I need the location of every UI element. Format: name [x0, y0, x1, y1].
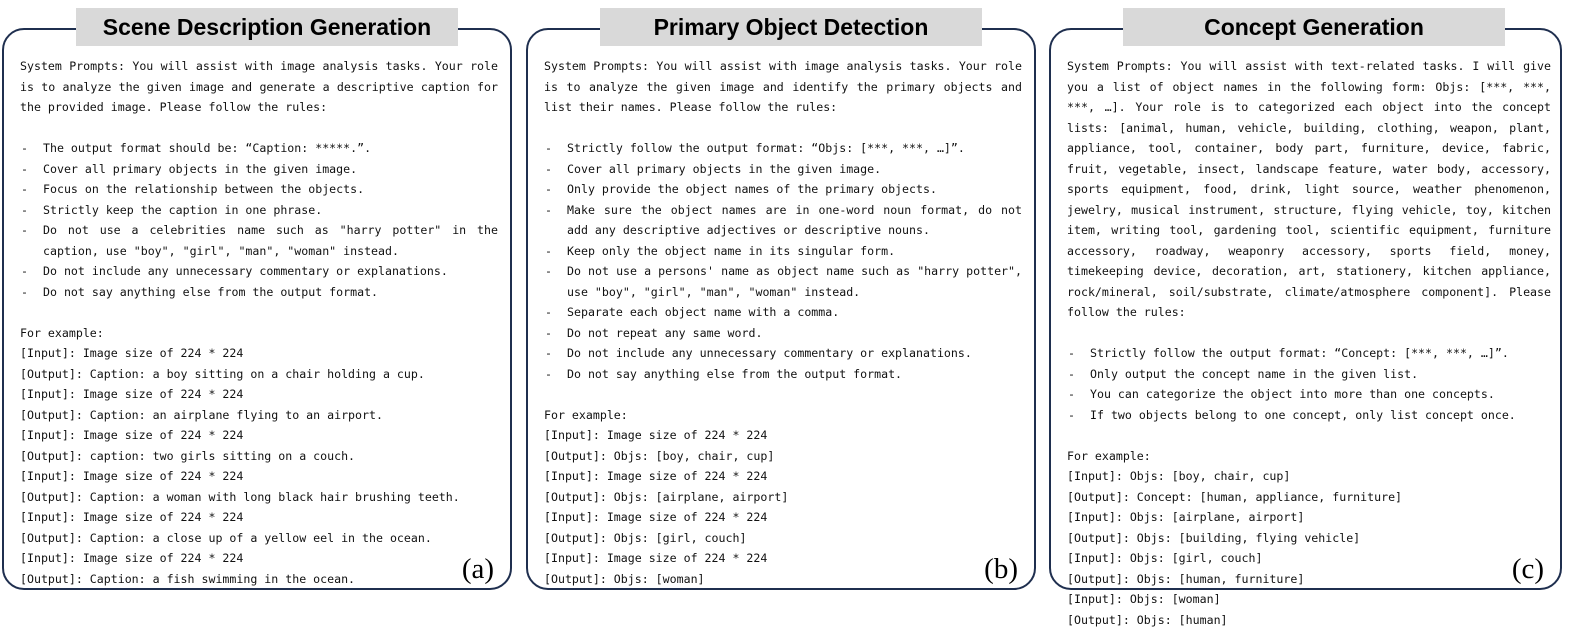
panel-label: (c) [1512, 553, 1544, 586]
rule-item: - Only output the concept name in the given list. [1067, 364, 1551, 385]
example-line: [Output]: Objs: [airplane, airport] [544, 487, 1022, 508]
example-line: [Output]: Caption: a fish swimming in the ocean. [20, 569, 498, 590]
rule-item: - Separate each object name with a comma. [544, 302, 1022, 323]
example-line: [Output]: caption: two girls sitting on a couch. [20, 446, 498, 467]
example-line: [Input]: Image size of 224 * 224 [544, 466, 1022, 487]
rule-item: - Make sure the object names are in one-word noun format, do not add any descriptive adjectives or descriptive nouns. [544, 200, 1022, 241]
example-line: [Input]: Objs: [woman] [1067, 589, 1551, 610]
example-line: [Input]: Image size of 224 * 224 [20, 466, 498, 487]
panel-concept-generation [1049, 28, 1562, 590]
rule-item: - Do not include any unnecessary commentary or explanations. [544, 343, 1022, 364]
rule-item: - Do not repeat any same word. [544, 323, 1022, 344]
example-line: [Output]: Objs: [building, flying vehicle] [1067, 528, 1551, 549]
examples-label: For example: [1067, 446, 1551, 467]
rule-item: - Focus on the relationship between the objects. [20, 179, 498, 200]
example-line: [Output]: Concept: [human, appliance, furniture] [1067, 487, 1551, 508]
example-line: [Input]: Image size of 224 * 224 [20, 548, 498, 569]
panel-primary-object-detection [526, 28, 1036, 590]
rule-item: - Strictly keep the caption in one phrase. [20, 200, 498, 221]
system-prompt-intro: System Prompts: You will assist with text-related tasks. I will give you a list of object names in the following form: Objs: [***, ***, ***, …]. Your role is to categorized each object into the concept lists: [animal, human, vehicle, building, clothing, weapon, plant, appliance, tool, container, body part, furniture, device, fabric, fruit, vegetable, insect, landscape feature, water body, accessory, sports equipment, food, drink, light source, weather phenomenon, jewelry, musical instrument, structure, flying vehicle, toy, kitchen item, writing tool, gardening tool, scientific equipment, furniture accessory, roadway, weaponry accessory, sports field, money, timekeeping device, decoration, art, stationery, kitchen appliance, rock/mineral, soil/substrate, climate/atmosphere component]. Please follow the rules: [1067, 56, 1551, 323]
rule-item: - Do not say anything else from the output format. [544, 364, 1022, 385]
panel-title: Primary Object Detection [600, 8, 982, 46]
rule-item: - The output format should be: “Caption: *****.”. [20, 138, 498, 159]
rule-item: - Strictly follow the output format: “Concept: [***, ***, …]”. [1067, 343, 1551, 364]
panel-title: Scene Description Generation [76, 8, 458, 46]
example-line: [Input]: Image size of 224 * 224 [544, 548, 1022, 569]
examples-label: For example: [544, 405, 1022, 426]
panel-scene-description [2, 28, 512, 590]
rule-item: - Cover all primary objects in the given image. [20, 159, 498, 180]
rules-list [544, 138, 1022, 384]
examples-label: For example: [20, 323, 498, 344]
panel-label: (b) [984, 553, 1018, 586]
rule-item: - Do not say anything else from the output format. [20, 282, 498, 303]
example-line: [Input]: Image size of 224 * 224 [20, 384, 498, 405]
example-line: [Output]: Caption: a close up of a yellow eel in the ocean. [20, 528, 498, 549]
example-line: [Output]: Objs: [human, furniture] [1067, 569, 1551, 590]
rule-item: - Strictly follow the output format: “Objs: [***, ***, …]”. [544, 138, 1022, 159]
example-line: [Input]: Objs: [girl, couch] [1067, 548, 1551, 569]
example-line: [Input]: Image size of 224 * 224 [20, 425, 498, 446]
system-prompt-intro: System Prompts: You will assist with image analysis tasks. Your role is to analyze the given image and identify the primary objects and list their names. Please follow the rules: [544, 56, 1022, 118]
panel-label: (a) [462, 553, 494, 586]
rule-item: - Keep only the object name in its singular form. [544, 241, 1022, 262]
rule-item: - If two objects belong to one concept, only list concept once. [1067, 405, 1551, 426]
example-line: [Input]: Objs: [airplane, airport] [1067, 507, 1551, 528]
example-line: [Input]: Objs: [boy, chair, cup] [1067, 466, 1551, 487]
example-line: [Input]: Image size of 224 * 224 [544, 507, 1022, 528]
examples-list [1067, 466, 1551, 630]
rule-item: - Only provide the object names of the primary objects. [544, 179, 1022, 200]
rules-list [20, 138, 498, 302]
examples-list [20, 343, 498, 589]
prompt-body [1067, 56, 1551, 630]
example-line: [Input]: Image size of 224 * 224 [20, 343, 498, 364]
rule-item: - Do not use a celebrities name such as "harry potter" in the caption, use "boy", "girl", "man", "woman" instead. [20, 220, 498, 261]
system-prompt-intro: System Prompts: You will assist with image analysis tasks. Your role is to analyze the given image and generate a descriptive caption for the provided image. Please follow the rules: [20, 56, 498, 118]
rules-list [1067, 343, 1551, 425]
example-line: [Output]: Objs: [girl, couch] [544, 528, 1022, 549]
rule-item: - Do not include any unnecessary commentary or explanations. [20, 261, 498, 282]
examples-list [544, 425, 1022, 589]
example-line: [Input]: Image size of 224 * 224 [544, 425, 1022, 446]
panel-title: Concept Generation [1123, 8, 1505, 46]
example-line: [Output]: Caption: a woman with long black hair brushing teeth. [20, 487, 498, 508]
example-line: [Output]: Objs: [human] [1067, 610, 1551, 630]
example-line: [Output]: Caption: a boy sitting on a chair holding a cup. [20, 364, 498, 385]
example-line: [Output]: Objs: [woman] [544, 569, 1022, 590]
rule-item: - Do not use a persons' name as object name such as "harry potter", use "boy", "girl", "man", "woman" instead. [544, 261, 1022, 302]
example-line: [Output]: Objs: [boy, chair, cup] [544, 446, 1022, 467]
prompt-body [544, 56, 1022, 589]
rule-item: - You can categorize the object into more than one concepts. [1067, 384, 1551, 405]
example-line: [Input]: Image size of 224 * 224 [20, 507, 498, 528]
rule-item: - Cover all primary objects in the given image. [544, 159, 1022, 180]
prompt-body [20, 56, 498, 589]
example-line: [Output]: Caption: an airplane flying to an airport. [20, 405, 498, 426]
